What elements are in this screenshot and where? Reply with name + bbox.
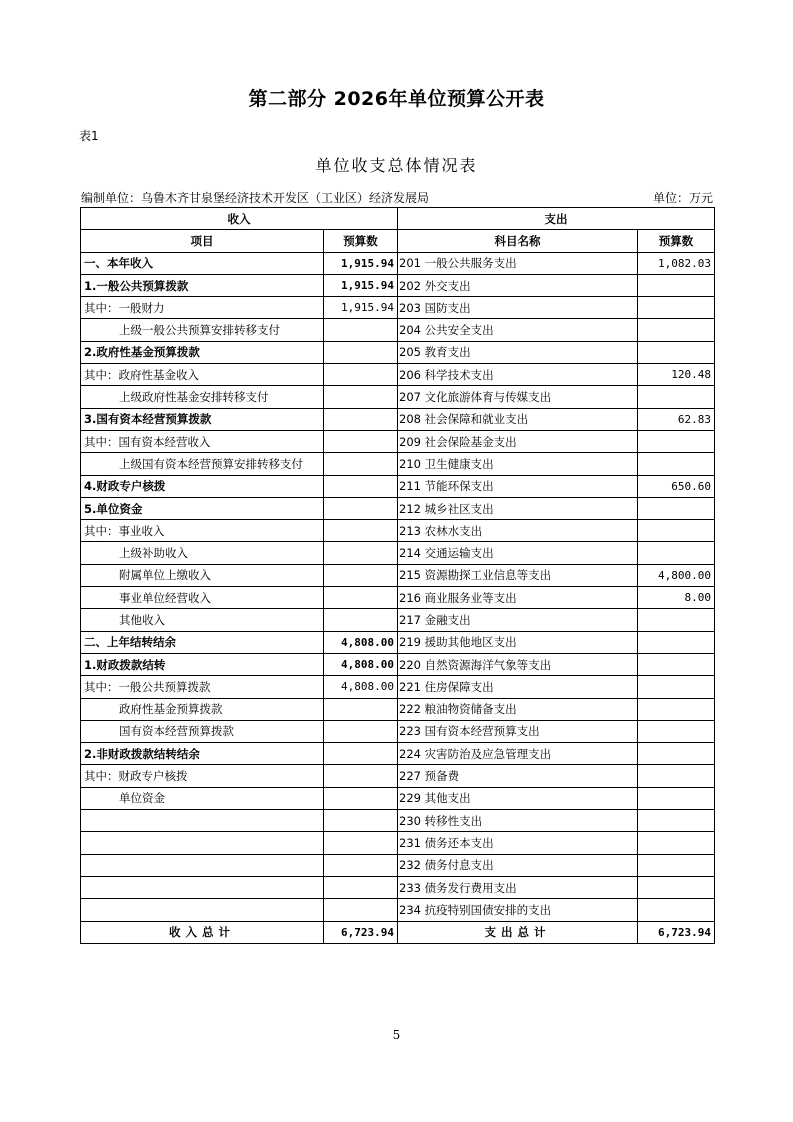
row-item: 上级国有资本经营预算安排转移支付 [81,453,324,475]
row-income-value: 1,915.94 [324,274,398,296]
meta-line [81,189,713,206]
budget-table [80,207,715,944]
table-row [81,899,715,921]
table-row [81,698,715,720]
table-row [81,319,715,341]
income-total-label: 收入总计 [81,921,324,943]
row-subject: 211 节能环保支出 [398,475,638,497]
row-income-value [324,698,398,720]
row-income-value [324,386,398,408]
table-row [81,497,715,519]
row-expense-value [638,720,715,742]
row-income-value [324,810,398,832]
row-income-value: 1,915.94 [324,252,398,274]
row-subject: 232 债务付息支出 [398,854,638,876]
row-subject: 234 抗疫特别国债安排的支出 [398,899,638,921]
row-subject: 212 城乡社区支出 [398,497,638,519]
row-expense-value [638,653,715,675]
table-title: 单位收支总体情况表 [315,156,478,175]
row-income-value: 4,808.00 [324,653,398,675]
row-expense-value [638,765,715,787]
row-income-value [324,341,398,363]
table-row [81,542,715,564]
row-expense-value [638,899,715,921]
row-item: 其中：事业收入 [81,520,324,542]
org-label: 编制单位：乌鲁木齐甘泉堡经济技术开发区（工业区）经济发展局 [81,191,430,205]
row-item: 上级一般公共预算安排转移支付 [81,319,324,341]
row-expense-value [638,810,715,832]
row-item [81,854,324,876]
row-income-value [324,497,398,519]
income-total-value: 6,723.94 [324,921,398,943]
row-item: 事业单位经营收入 [81,587,324,609]
row-item: 其中：财政专户核拨 [81,765,324,787]
row-subject: 202 外交支出 [398,274,638,296]
row-item: 上级补助收入 [81,542,324,564]
row-expense-value [638,787,715,809]
row-subject: 233 债务发行费用支出 [398,876,638,898]
row-income-value: 4,808.00 [324,676,398,698]
row-expense-value [638,854,715,876]
row-expense-value [638,542,715,564]
row-subject: 221 住房保障支出 [398,676,638,698]
table-row [81,274,715,296]
row-item: 一、本年收入 [81,252,324,274]
row-item: 5.单位资金 [81,497,324,519]
row-subject: 219 援助其他地区支出 [398,631,638,653]
row-expense-value [638,274,715,296]
row-subject: 231 债务还本支出 [398,832,638,854]
row-subject: 222 粮油物资储备支出 [398,698,638,720]
table-body [81,252,715,921]
table-row [81,876,715,898]
row-income-value [324,319,398,341]
row-item [81,876,324,898]
row-expense-value [638,386,715,408]
row-item: 上级政府性基金安排转移支付 [81,386,324,408]
row-item: 2.政府性基金预算拨款 [81,341,324,363]
row-expense-value [638,430,715,452]
row-subject: 215 资源勘探工业信息等支出 [398,564,638,586]
row-item: 二、上年结转结余 [81,631,324,653]
table-row [81,653,715,675]
row-expense-value [638,676,715,698]
table-row [81,297,715,319]
row-income-value [324,854,398,876]
row-item: 其中：政府性基金收入 [81,364,324,386]
table-row [81,564,715,586]
row-income-value [324,475,398,497]
row-income-value [324,899,398,921]
table-row [81,720,715,742]
row-income-value [324,453,398,475]
table-row [81,609,715,631]
row-expense-value [638,341,715,363]
table-row [81,341,715,363]
row-expense-value [638,876,715,898]
row-subject: 208 社会保障和就业支出 [398,408,638,430]
subject-header: 科目名称 [398,230,638,252]
row-subject: 227 预备费 [398,765,638,787]
row-income-value [324,787,398,809]
row-income-value: 1,915.94 [324,297,398,319]
row-income-value [324,542,398,564]
expense-header: 支出 [398,208,715,230]
row-subject: 230 转移性支出 [398,810,638,832]
row-item: 其中：一般财力 [81,297,324,319]
income-header: 收入 [81,208,398,230]
table-number: 表1 [79,129,99,143]
row-subject: 229 其他支出 [398,787,638,809]
row-expense-value [638,698,715,720]
row-expense-value [638,520,715,542]
row-item: 1.财政拨款结转 [81,653,324,675]
row-income-value [324,587,398,609]
row-subject: 217 金融支出 [398,609,638,631]
row-subject: 223 国有资本经营预算支出 [398,720,638,742]
table-row [81,787,715,809]
row-subject: 205 教育支出 [398,341,638,363]
page-title: 第二部分 2026年单位预算公开表 [248,88,545,110]
row-item: 其他收入 [81,609,324,631]
row-expense-value [638,631,715,653]
row-income-value [324,520,398,542]
row-subject: 201 一般公共服务支出 [398,252,638,274]
row-subject: 207 文化旅游体育与传媒支出 [398,386,638,408]
table-row [81,252,715,274]
total-row [81,921,715,943]
budget-header-expense: 预算数 [638,230,715,252]
budget-header-income: 预算数 [324,230,398,252]
row-expense-value [638,453,715,475]
table-row [81,765,715,787]
table-row [81,832,715,854]
row-item [81,899,324,921]
row-expense-value [638,297,715,319]
row-income-value [324,832,398,854]
row-subject: 224 灾害防治及应急管理支出 [398,743,638,765]
row-subject: 214 交通运输支出 [398,542,638,564]
row-item: 其中：国有资本经营收入 [81,430,324,452]
row-subject: 210 卫生健康支出 [398,453,638,475]
row-income-value [324,364,398,386]
row-expense-value: 1,082.03 [638,252,715,274]
row-item: 其中：一般公共预算拨款 [81,676,324,698]
row-item: 单位资金 [81,787,324,809]
row-item: 国有资本经营预算拨款 [81,720,324,742]
row-income-value [324,720,398,742]
page-number: 5 [392,1028,401,1042]
row-item: 2.非财政拨款结转结余 [81,743,324,765]
row-subject: 204 公共安全支出 [398,319,638,341]
row-expense-value [638,832,715,854]
row-item: 政府性基金预算拨款 [81,698,324,720]
table-row [81,743,715,765]
row-expense-value [638,319,715,341]
table-row [81,631,715,653]
row-income-value [324,765,398,787]
row-expense-value [638,609,715,631]
row-subject: 220 自然资源海洋气象等支出 [398,653,638,675]
table-row [81,386,715,408]
table-row [81,810,715,832]
row-subject: 216 商业服务业等支出 [398,587,638,609]
row-income-value [324,564,398,586]
table-row [81,475,715,497]
row-expense-value [638,743,715,765]
item-header: 项目 [81,230,324,252]
row-item [81,810,324,832]
row-income-value: 4,808.00 [324,631,398,653]
row-item: 1.一般公共预算拨款 [81,274,324,296]
table-row [81,364,715,386]
unit-label: 单位：万元 [652,191,713,205]
row-expense-value: 120.48 [638,364,715,386]
row-expense-value: 4,800.00 [638,564,715,586]
row-item: 3.国有资本经营预算拨款 [81,408,324,430]
row-item: 附属单位上缴收入 [81,564,324,586]
row-item [81,832,324,854]
table-row [81,430,715,452]
row-subject: 203 国防支出 [398,297,638,319]
table-row [81,587,715,609]
row-income-value [324,430,398,452]
row-item: 4.财政专户核拨 [81,475,324,497]
table-row [81,453,715,475]
row-expense-value: 8.00 [638,587,715,609]
row-income-value [324,876,398,898]
row-income-value [324,743,398,765]
table-row [81,854,715,876]
table-row [81,520,715,542]
row-subject: 206 科学技术支出 [398,364,638,386]
row-expense-value: 62.83 [638,408,715,430]
expense-total-value: 6,723.94 [638,921,715,943]
row-income-value [324,408,398,430]
row-subject: 213 农林水支出 [398,520,638,542]
row-subject: 209 社会保险基金支出 [398,430,638,452]
table-row [81,676,715,698]
row-income-value [324,609,398,631]
expense-total-label: 支出总计 [398,921,638,943]
row-expense-value [638,497,715,519]
row-expense-value: 650.60 [638,475,715,497]
table-row [81,408,715,430]
